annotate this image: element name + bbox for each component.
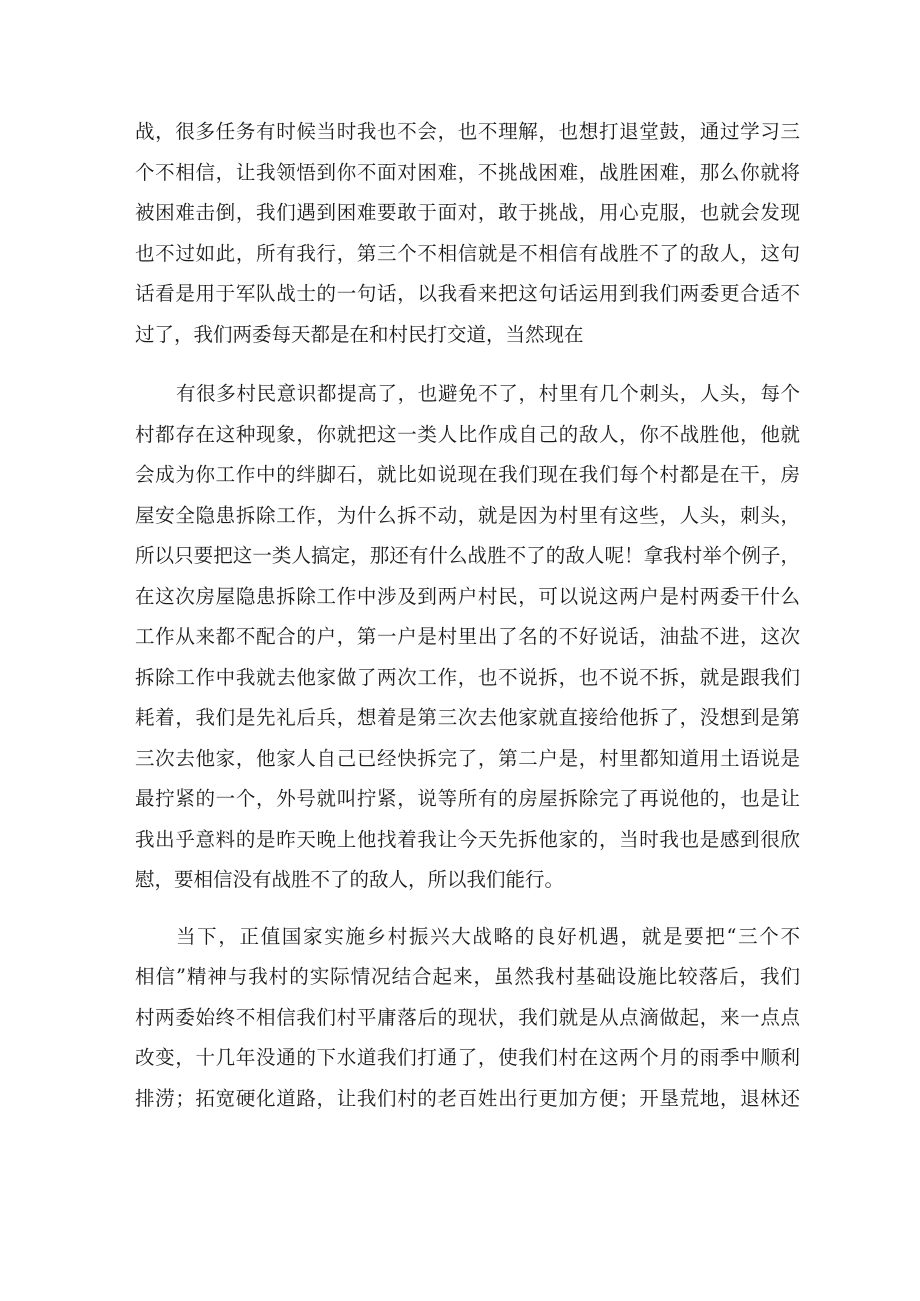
text-line: 被困难击倒，我们遇到困难要敢于面对，敢于挑战，用心克服，也就会发现: [135, 201, 800, 224]
text-line: 有很多村民意识都提高了，也避免不了，村里有几个刺头，人头，每个: [176, 382, 800, 405]
text-line: 会成为你工作中的绊脚石，就比如说现在我们现在我们每个村都是在干，房: [135, 463, 800, 486]
text-line: 也不过如此，所有我行，第三个不相信就是不相信有战胜不了的敌人，这句: [135, 241, 800, 265]
text-line: 耗着，我们是先礼后兵，想着是第三次去他家就直接给他拆了，没想到是第: [135, 706, 800, 729]
text-line: 个不相信，让我领悟到你不面对困难，不挑战困难，战胜困难，那么你就将: [135, 160, 800, 184]
text-line: 过了，我们两委每天都是在和村民打交道，当然现在: [135, 322, 584, 346]
text-line: 屋安全隐患拆除工作，为什么拆不动，就是因为村里有这些，人头，刺头，: [135, 503, 800, 527]
text-line: 拆除工作中我就去他家做了两次工作，也不说拆，也不说不拆，就是跟我们: [135, 665, 800, 689]
text-line: 村两委始终不相信我们村平庸落后的现状，我们就是从点滴做起，来一点点: [135, 1005, 800, 1029]
text-line: 话看是用于军队战士的一句话，以我看来把这句话运用到我们两委更合适不: [135, 282, 800, 305]
text-line: 当下，正值国家实施乡村振兴大战略的良好机遇，就是要把“三个不: [176, 924, 800, 948]
paragraph-3: [135, 917, 800, 1120]
text-line: 排涝；拓宽硬化道路，让我们村的老百姓出行更加方便；开垦荒地，退林还: [135, 1086, 800, 1110]
text-line: 战，很多任务有时候当时我也不会，也不理解，也想打退堂鼓，通过学习三: [135, 120, 800, 143]
paragraph-1: [135, 112, 800, 355]
text-line: 改变，十几年没通的下水道我们打通了，使我们村在这两个月的雨季中顺利: [135, 1046, 800, 1069]
text-line: 工作从来都不配合的户，第一户是村里出了名的不好说话，油盐不进，这次: [135, 625, 800, 648]
text-line: 在这次房屋隐患拆除工作中涉及到两户村民，可以说这两户是村两委干什么: [135, 584, 800, 608]
text-line: 村都存在这种现象，你就把这一类人比作成自己的敌人，你不战胜他，他就: [135, 422, 800, 446]
text-line: 慰，要相信没有战胜不了的敌人，所以我们能行。: [135, 868, 565, 891]
text-line: 三次去他家，他家人自己已经快拆完了，第二户是，村里都知道用土语说是: [135, 746, 800, 770]
body-text: [135, 112, 800, 1119]
text-line: 我出乎意料的是昨天晚上他找着我让今天先拆他家的，当时我也是感到很欣: [135, 827, 800, 851]
text-line: 最拧紧的一个，外号就叫拧紧，说等所有的房屋拆除完了再说他的，也是让: [135, 787, 800, 810]
text-line: 相信”精神与我村的实际情况结合起来，虽然我村基础设施比较落后，我们: [135, 965, 800, 988]
paragraph-2: [135, 374, 800, 901]
text-line: 所以只要把这一类人搞定，那还有什么战胜不了的敌人呢！拿我村举个例子，: [135, 544, 800, 567]
